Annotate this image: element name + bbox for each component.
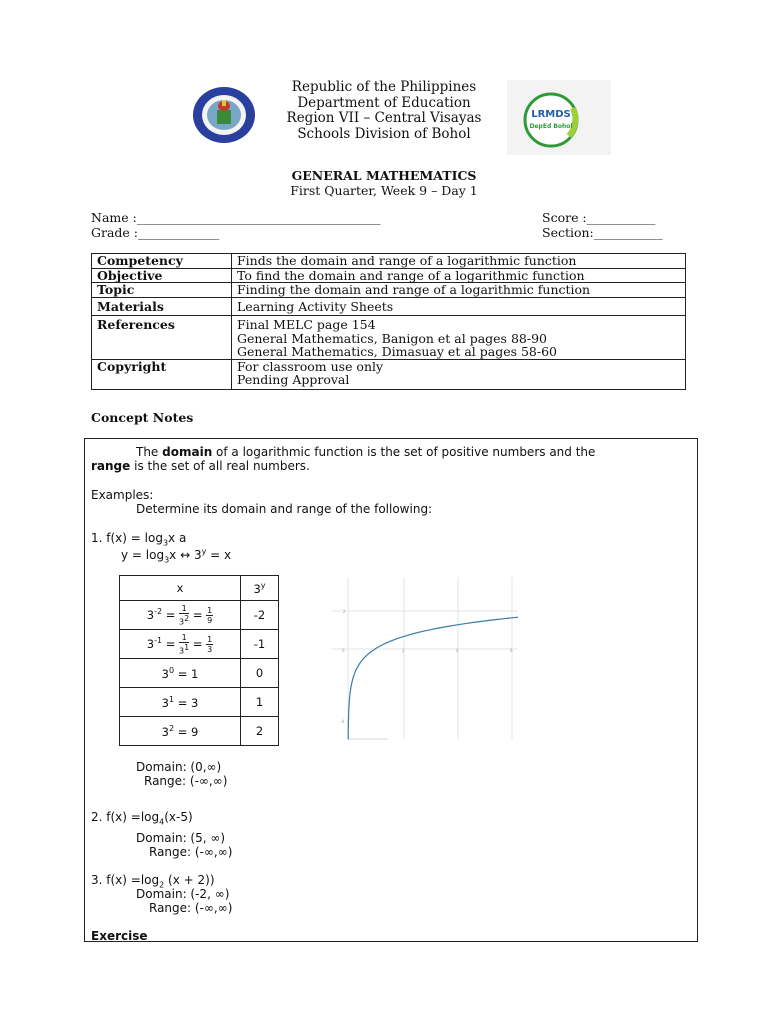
table-row: Objective To find the domain and range of a logarithmic function bbox=[92, 268, 686, 283]
svg-text:-4: -4 bbox=[340, 719, 344, 724]
concept-notes-box bbox=[84, 438, 698, 942]
title-block bbox=[0, 168, 768, 198]
table-row: $3^2 = 9$ 2 bbox=[120, 717, 279, 746]
header-line-3: Region VII – Central Visayas bbox=[286, 110, 482, 126]
section-field[interactable]: Section:___________ bbox=[542, 225, 663, 240]
svg-text:DepEd Bohol: DepEd Bohol bbox=[529, 123, 573, 130]
header-line-2: Department of Education bbox=[297, 94, 471, 111]
example-1-function: 1. $f(x) = \log_3x$ a bbox=[91, 531, 187, 548]
svg-text:6: 6 bbox=[510, 648, 513, 653]
concept-notes-heading: Concept Notes bbox=[91, 410, 194, 425]
example-1-range: Range: (-∞,∞) bbox=[144, 774, 228, 788]
subject-title: GENERAL MATHEMATICS bbox=[291, 168, 477, 183]
header-line-4: Schools Division of Bohol bbox=[297, 125, 471, 142]
table-row: Copyright For classroom use only Pending Approval bbox=[92, 359, 686, 389]
example-2-domain: Domain: (5, ∞) bbox=[136, 831, 226, 845]
example-1-domain: Domain: (0,∞) bbox=[136, 760, 222, 774]
table-row: $3^1 = 3$ 1 bbox=[120, 688, 279, 717]
exercise-heading: Exercise bbox=[91, 929, 148, 942]
svg-text:2: 2 bbox=[343, 609, 346, 614]
header-block bbox=[0, 80, 768, 142]
example-2-function: 2. $f(x) =\log_4(x-5)$ bbox=[91, 810, 193, 827]
score-field[interactable]: Score :___________ bbox=[542, 210, 656, 225]
examples-label: Examples: bbox=[91, 488, 154, 502]
example-2-range: Range: (-∞,∞) bbox=[149, 845, 233, 859]
grade-field[interactable]: Grade :_____________ bbox=[91, 225, 220, 240]
svg-text:4: 4 bbox=[456, 648, 459, 653]
name-field[interactable]: Name :_______________________________________ bbox=[91, 210, 381, 225]
log-curve bbox=[348, 617, 518, 739]
header-line-1: Republic of the Philippines bbox=[291, 79, 477, 95]
period-subtitle: First Quarter, Week 9 – Day 1 bbox=[290, 183, 478, 198]
example-3-range: Range: (-∞,∞) bbox=[149, 901, 233, 915]
table-row: Materials Learning Activity Sheets bbox=[92, 297, 686, 316]
table-row: $3^{-2}$ = $\frac{1}{3^2}$ = $\frac{1}{9}$ -2 bbox=[120, 601, 279, 630]
example-1-equation: $y = \log_3x$ ↔ $3^y = x$ bbox=[121, 547, 232, 565]
intro-line-2: range is the set of all real numbers. bbox=[91, 459, 310, 473]
svg-text:0: 0 bbox=[342, 648, 345, 653]
svg-text:2: 2 bbox=[402, 648, 405, 653]
examples-instruction: Determine its domain and range of the following: bbox=[136, 502, 433, 516]
example-3-domain: Domain: (-2, ∞) bbox=[136, 887, 230, 901]
table-row: $3^{-1}$ = $\frac{1}{3^1}$ = $\frac{1}{3}$ -1 bbox=[120, 630, 279, 659]
log-function-graph bbox=[330, 571, 520, 743]
lesson-info-table bbox=[91, 253, 686, 390]
example-3-function: 3. $f(x) =\log_2$ (x + 2)) bbox=[91, 873, 215, 890]
table-row: Competency Finds the domain and range of a logarithmic function bbox=[92, 254, 686, 269]
table-row: $3^0 = 1$ 0 bbox=[120, 659, 279, 688]
table-row: References Final MELC page 154 General Mathematics, Banigon et al pages 88-90 General Mathematics, Dimasuay et al pages 58-60 bbox=[92, 316, 686, 360]
intro-line-1: The domain of a logarithmic function is the set of positive numbers and the bbox=[136, 445, 596, 459]
table-row: x 3$^y$ bbox=[120, 576, 279, 601]
table-row: Topic Finding the domain and range of a logarithmic function bbox=[92, 283, 686, 298]
log-values-table bbox=[119, 575, 279, 746]
lrmds-logo-text: LRMDS bbox=[531, 109, 571, 120]
